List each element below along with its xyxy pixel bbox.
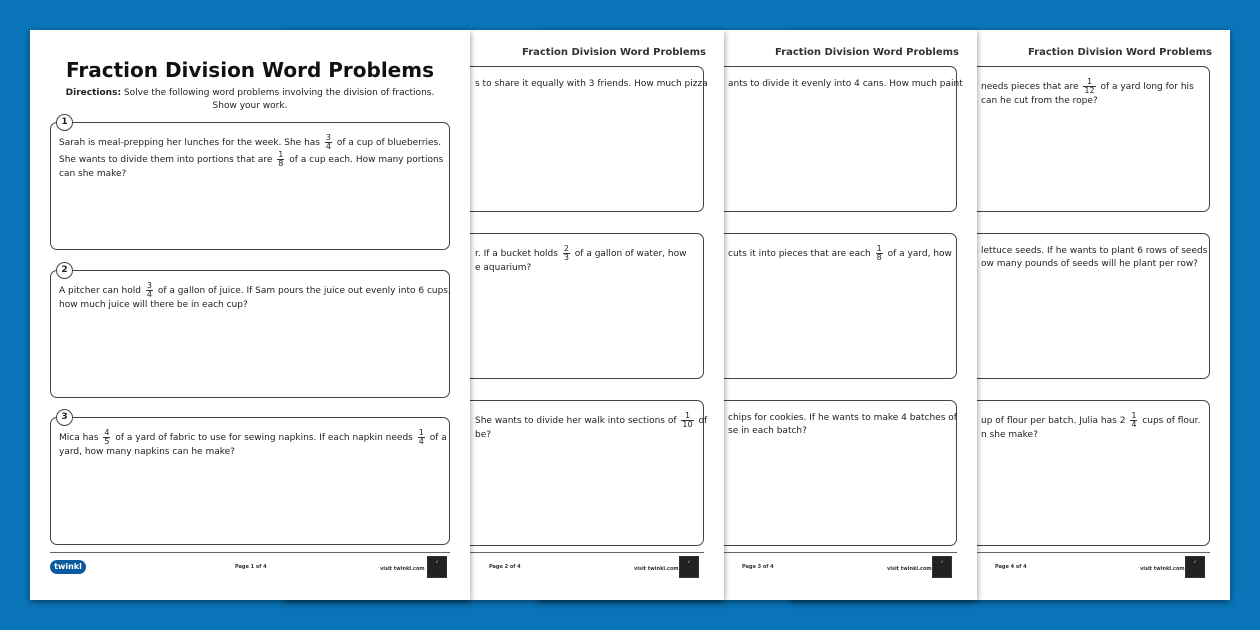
footer-divider xyxy=(50,552,450,553)
problem-text: chips for cookies. If he wants to make 4 batches of se in each batch? xyxy=(728,413,957,436)
problem-text: Mica has $\frac{4}{5}$ of a yard of fabric to use for sewing napkins. If each napkin needs $\frac{1}{4}$ of a yard, how many napkins can he make? xyxy=(59,428,447,457)
fraction: $\frac{3}{4}$ xyxy=(146,281,152,299)
fraction: $\frac{1}{8}$ xyxy=(876,244,882,262)
problem-text: cuts it into pieces that are each $\frac{1}{8}$ of a yard, how xyxy=(728,244,952,262)
page-header: Fraction Division Word Problems xyxy=(775,47,959,58)
page-number: Page 1 of 4 xyxy=(235,564,267,570)
visit-link[interactable]: visit twinkl.com xyxy=(1140,566,1185,572)
problem-text: needs pieces that are $\frac{1}{12}$ of a yard long for his can he cut from the rope? xyxy=(981,77,1194,106)
problem-text: ants to divide it evenly into 4 cans. How much paint xyxy=(728,79,963,89)
visit-link[interactable]: visit twinkl.com xyxy=(887,566,932,572)
quality-badge-icon: ✓ xyxy=(932,556,952,578)
question-number-badge: 1 xyxy=(56,114,73,131)
answer-box[interactable] xyxy=(50,270,450,398)
problem-text: A pitcher can hold $\frac{3}{4}$ of a gallon of juice. If Sam pours the juice out evenly into 6 cups, how much juice will there be in each cup? xyxy=(59,281,451,310)
quality-badge-icon: ✓ xyxy=(1185,556,1205,578)
visit-link[interactable]: visit twinkl.com xyxy=(380,566,425,572)
problem-text: lettuce seeds. If he wants to plant 6 rows of seeds ow many pounds of seeds will he plant per row? xyxy=(981,246,1208,269)
twinkl-logo[interactable]: twinkl xyxy=(50,560,86,574)
quality-badge-icon: ✓ xyxy=(427,556,447,578)
directions xyxy=(30,87,470,113)
question-number-badge: 3 xyxy=(56,409,73,426)
fraction: $\frac{2}{3}$ xyxy=(563,244,569,262)
fraction: $\frac{1}{10}$ xyxy=(682,411,693,429)
worksheet-title: Fraction Division Word Problems xyxy=(66,58,434,82)
fraction: $\frac{1}{8}$ xyxy=(278,150,284,168)
page-number: Page 2 of 4 xyxy=(489,564,521,570)
page-header: Fraction Division Word Problems xyxy=(522,47,706,58)
problem-text: up of flour per batch. Julia has 2 $\frac{1}{4}$ cups of flour. n she make? xyxy=(981,411,1201,440)
quality-badge-icon: ✓ xyxy=(679,556,699,578)
fraction: $\frac{1}{4}$ xyxy=(418,428,424,446)
question-number-badge: 2 xyxy=(56,262,73,279)
page-number: Page 3 of 4 xyxy=(742,564,774,570)
visit-link[interactable]: visit twinkl.com xyxy=(634,566,679,572)
directions-text: Solve the following word problems involving the division of fractions. xyxy=(123,88,435,98)
problem-text: r. If a bucket holds $\frac{2}{3}$ of a gallon of water, how e aquarium? xyxy=(475,244,687,273)
worksheet-page-1 xyxy=(30,30,470,600)
page-number: Page 4 of 4 xyxy=(995,564,1027,570)
fraction: $\frac{4}{5}$ xyxy=(104,428,110,446)
problem-text: She wants to divide her walk into sections of $\frac{1}{10}$ of be? xyxy=(475,411,708,440)
directions-label: Directions: xyxy=(65,88,122,98)
problem-text: Sarah is meal-prepping her lunches for the week. She has $\frac{3}{4}$ of a cup of blueberries. She wants to divide them into portions that are $\frac{1}{8}$ of a cup each. How many portions can she make? xyxy=(59,133,444,179)
fraction: $\frac{1}{12}$ xyxy=(1084,77,1095,95)
fraction: $\frac{1}{4}$ xyxy=(1131,411,1137,429)
fraction: $\frac{3}{4}$ xyxy=(325,133,331,151)
problem-text: s to share it equally with 3 friends. How much pizza xyxy=(475,79,708,89)
answer-box[interactable] xyxy=(50,417,450,545)
answer-box[interactable] xyxy=(50,122,450,250)
directions-text-2: Show your work. xyxy=(212,101,288,111)
page-header: Fraction Division Word Problems xyxy=(1028,47,1212,58)
